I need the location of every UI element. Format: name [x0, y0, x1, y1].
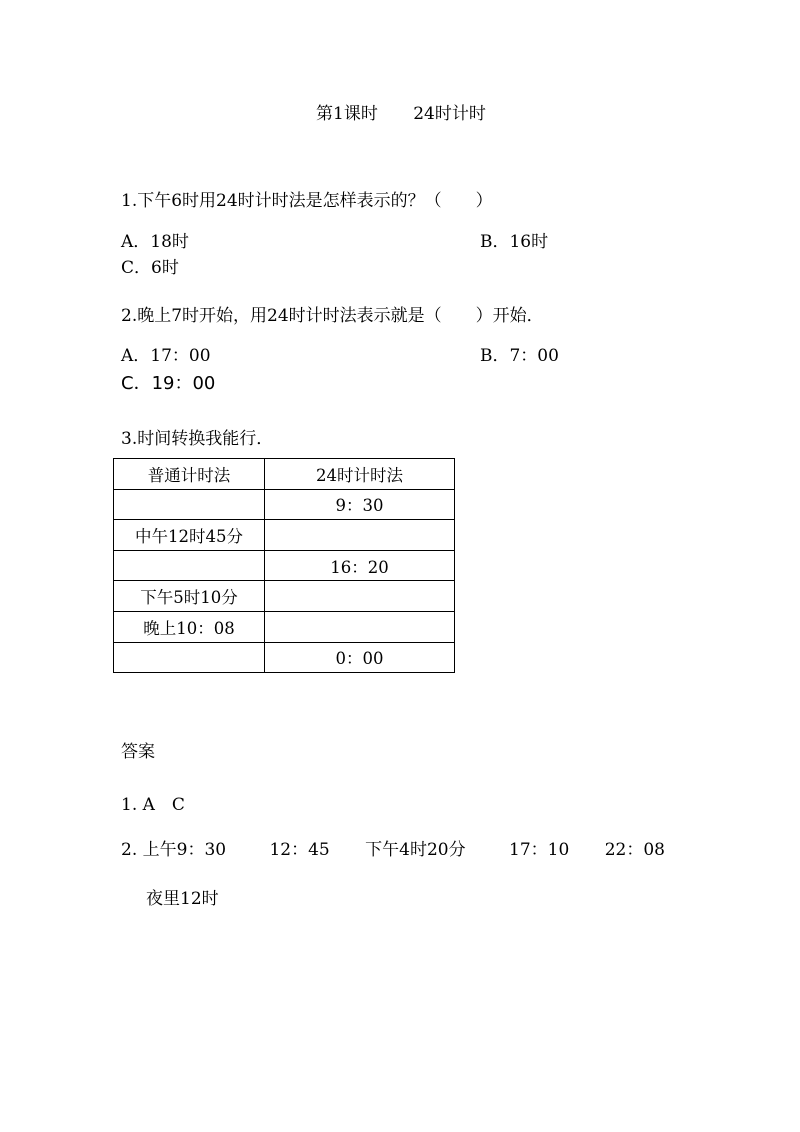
- answer-item: 下午4时20分: [365, 840, 466, 860]
- answer-line-1: 1. A C: [121, 795, 185, 815]
- answer-item: 12：45: [269, 840, 330, 860]
- table-row: [114, 520, 455, 551]
- question-1-option-b: B．16时: [480, 232, 549, 252]
- table-header-cell: 普通计时法: [114, 459, 265, 490]
- table-header-row: [114, 459, 455, 490]
- lesson-topic: 24时计时: [413, 104, 486, 124]
- question-1-option-a: A．18时: [121, 232, 189, 252]
- question-2-text: 2.晚上7时开始，用24时计时法表示就是（ ）开始．: [121, 306, 544, 326]
- table-cell: 9：30: [265, 489, 455, 520]
- table-header-cell: 24时计时法: [265, 459, 455, 490]
- table-row: [114, 489, 455, 520]
- answers-heading: 答案: [121, 742, 155, 762]
- table-cell: [114, 550, 265, 581]
- table-row: [114, 581, 455, 612]
- page-title: [316, 99, 486, 124]
- table-cell: 中午12时45分: [114, 520, 265, 551]
- table-cell: 16：20: [265, 550, 455, 581]
- table-cell: [265, 520, 455, 551]
- question-2-option-b: B．7：00: [480, 346, 559, 366]
- answer-item: 2. 上午9：30: [121, 840, 227, 860]
- answer-item: 22：08: [604, 840, 665, 860]
- time-conversion-table: [113, 458, 455, 673]
- question-1-option-c: C．6时: [121, 258, 179, 278]
- answer-line-2: [121, 835, 665, 860]
- question-3-text: 3.时间转换我能行．: [121, 429, 274, 449]
- lesson-number: 第1课时: [316, 104, 378, 124]
- table-cell: [265, 581, 455, 612]
- answer-item: 17：10: [509, 840, 570, 860]
- table-cell: 下午5时10分: [114, 581, 265, 612]
- answer-line-3: 夜里12时: [146, 889, 219, 909]
- question-2-option-a: A．17：00: [121, 346, 211, 366]
- table-cell: [114, 489, 265, 520]
- table-cell: 0：00: [265, 642, 455, 673]
- table-cell: 晚上10：08: [114, 611, 265, 642]
- question-2-option-c: C．19：00: [121, 373, 216, 394]
- table-row: [114, 611, 455, 642]
- table-cell: [265, 611, 455, 642]
- question-1-text: 1.下午6时用24时计时法是怎样表示的？（ ）: [121, 191, 493, 211]
- table-cell: [114, 642, 265, 673]
- table-row: [114, 550, 455, 581]
- table-row: [114, 642, 455, 673]
